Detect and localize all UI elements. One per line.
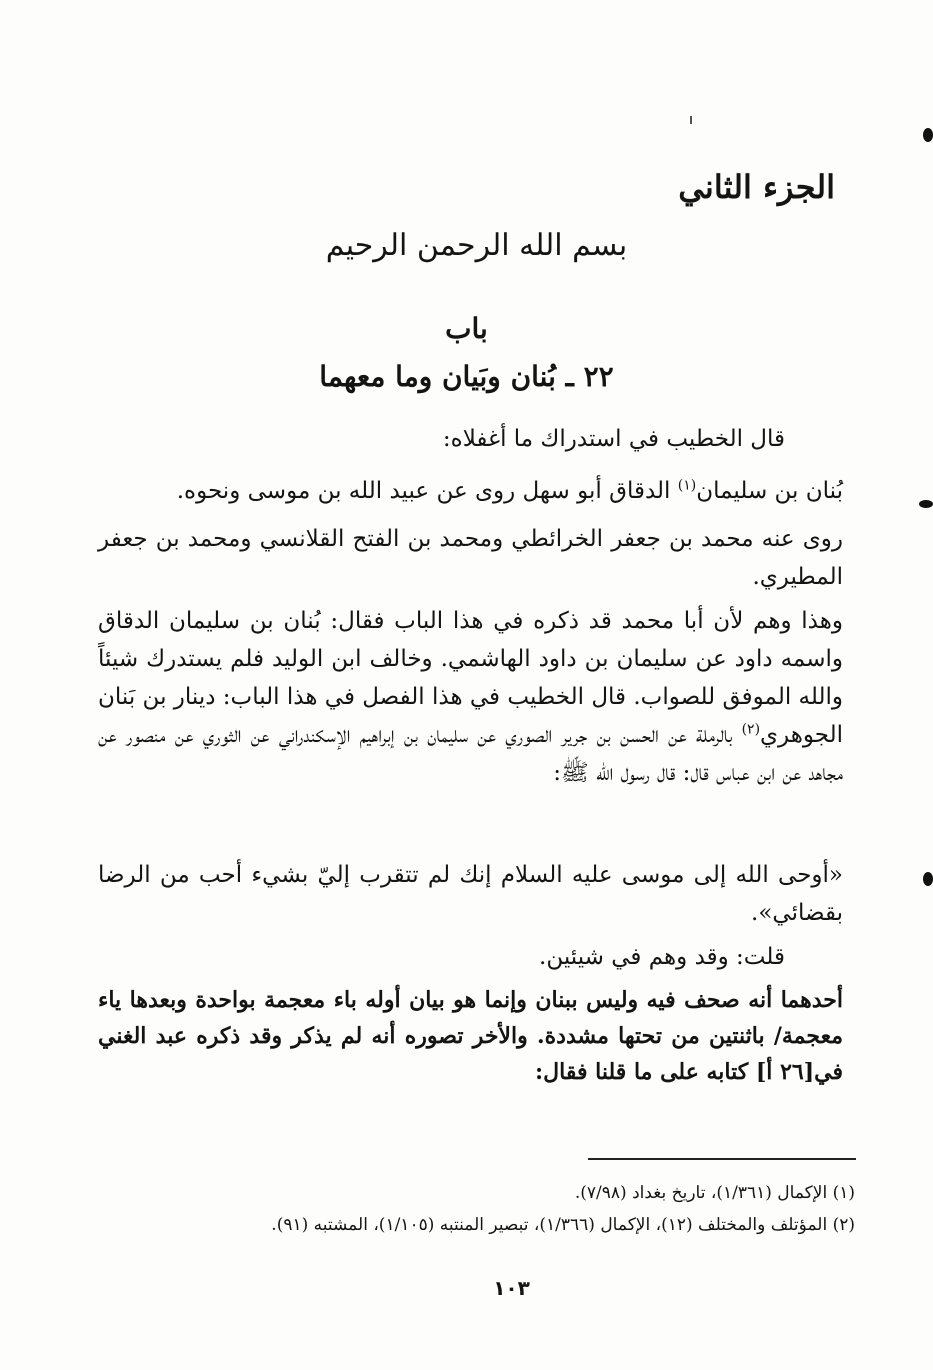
chapter-heading: ٢٢ ـ بُنان وبَيان وما معهما [319,360,614,393]
binding-hole-mark [919,500,933,508]
paragraph [98,982,843,1090]
footnote: (١) الإكمال (١/٣٦١)، تاريخ بغداد (٧/٩٨). [574,1183,855,1203]
binding-hole-mark [923,872,933,886]
section-label: باب [445,312,488,345]
paragraph-text: بالرملة عن الحسن بن جرير الصوري عن سليمان بن إبراهيم الإسكندراني عن الثوري عن منصور عن مجاهد عن ابن عباس قال: قال رسول الله ﷺ: [98,722,843,786]
paragraph [98,602,843,792]
footnote-ref: (٢) [741,721,761,738]
paragraph-text: بُنان بن سليمان [696,478,843,504]
binding-hole-mark [923,128,933,142]
paragraph-text: أحدهما أنه صحف فيه وليس ببنان وإنما هو بيان أوله باء معجمة بواحدة وبعدها ياء معجمة/ باثنتين من تحتها مشددة. والأخر تصوره أنه لم يذكر وقد ذكره عبد الغني في [98,987,843,1085]
paragraph: قلت: وقد وهم في شيئين. [539,944,785,970]
footnote: (٢) المؤتلف والمختلف (١٢)، الإكمال (١/٣٦٦)، تبصير المنتبه (١/١٠٥)، المشتبه (٩١). [271,1215,855,1235]
part-title: الجزء الثاني [678,168,835,206]
footnote-divider [588,1158,856,1160]
manuscript-folio-marker: [٢٦ أ] [755,1059,815,1085]
basmala: بسم الله الرحمن الرحيم [325,228,628,263]
hadith-quote: «أوحى الله إلى موسى عليه السلام إنك لم تتقرب إليّ بشيء أحب من الرضا بقضائي». [98,862,843,926]
paragraph-text: وهذا وهم لأن أبا محمد قد ذكره في هذا الباب فقال: بُنان بن سليمان الدقاق واسمه داود عن سليمان بن داود الهاشمي. وخالف ابن الوليد فلم يستدرك شيئاً والله الموفق للصواب. قال الخطيب في هذا الفصل في هذا الباب: دينار بن بَنان الجوهري [98,608,843,748]
page-number: ١٠٣ [493,1276,530,1300]
footnote-ref: (١) [677,477,697,494]
paragraph-text: الدقاق أبو سهل روى عن عبيد الله بن موسى ونحوه. [176,478,678,504]
paragraph-text: كتابه على ما قلنا فقال: [535,1059,756,1085]
paragraph [153,472,843,510]
paragraph: روى عنه محمد بن جعفر الخرائطي ومحمد بن الفتح القلانسي ومحمد بن جعفر المطيري. [98,526,843,590]
paragraph: قال الخطيب في استدراك ما أغفلاه: [442,426,785,452]
page-speck [690,116,692,124]
